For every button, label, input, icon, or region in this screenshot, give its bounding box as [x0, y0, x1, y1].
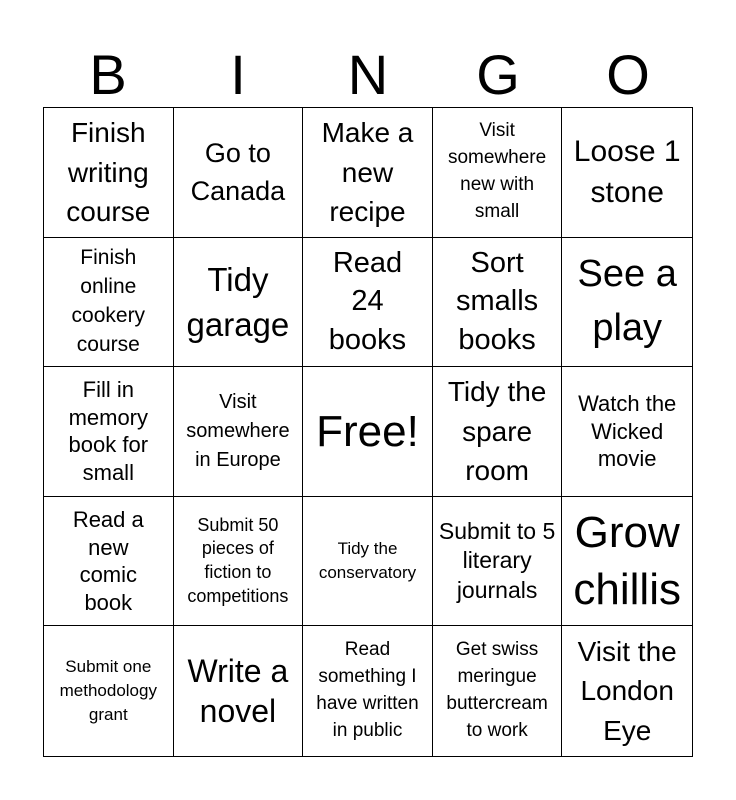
cell-text: Fill in memory book for small	[68, 377, 149, 485]
bingo-cell[interactable]	[303, 626, 433, 756]
cell-text: Finish writing course	[66, 117, 151, 228]
bingo-cell[interactable]	[44, 497, 174, 627]
bingo-card	[43, 107, 693, 757]
cell-text: Tidy the spare room	[447, 376, 547, 487]
bingo-cell[interactable]	[562, 367, 692, 497]
header-letter-g: G	[476, 43, 520, 106]
cell-text: Visit somewhere new with small	[447, 120, 547, 223]
cell-text: Visit the London Eye	[577, 635, 677, 746]
bingo-cell[interactable]	[433, 108, 563, 238]
cell-text: Read something I have written in public	[316, 639, 419, 742]
bingo-header	[43, 42, 693, 108]
cell-text: Watch the Wicked movie	[578, 391, 677, 472]
cell-text: Free!	[316, 406, 419, 456]
bingo-cell[interactable]	[174, 626, 304, 756]
cell-text: Visit somewhere in Europe	[186, 390, 290, 471]
bingo-cell[interactable]	[44, 238, 174, 368]
bingo-cell[interactable]	[562, 497, 692, 627]
bingo-cell[interactable]	[44, 626, 174, 756]
bingo-cell[interactable]	[174, 108, 304, 238]
bingo-cell[interactable]	[562, 238, 692, 368]
bingo-cell[interactable]	[174, 238, 304, 368]
cell-text: Sort smalls books	[456, 246, 539, 357]
cell-text: Grow chillis	[573, 507, 681, 615]
bingo-cell[interactable]	[433, 497, 563, 627]
cell-text: Tidy garage	[186, 260, 290, 343]
bingo-cell[interactable]	[562, 108, 692, 238]
cell-text: Get swiss meringue buttercream to work	[446, 639, 548, 742]
cell-text: See a play	[577, 252, 677, 349]
cell-text: Submit to 5 literary journals	[438, 517, 556, 603]
bingo-cell[interactable]	[433, 367, 563, 497]
cell-text: Tidy the conservatory	[318, 538, 417, 583]
bingo-cell[interactable]	[174, 497, 304, 627]
header-letter-o: O	[606, 43, 650, 106]
cell-text: Read a new comic book	[72, 507, 144, 615]
bingo-cell[interactable]	[303, 367, 433, 497]
bingo-cell[interactable]	[174, 367, 304, 497]
bingo-cell[interactable]	[303, 497, 433, 627]
bingo-cell[interactable]	[562, 626, 692, 756]
cell-text: Submit one methodology grant	[59, 657, 157, 725]
cell-text: Finish online cookery course	[71, 245, 146, 356]
cell-text: Submit 50 pieces of fiction to competitions	[187, 514, 289, 606]
header-letter-i: I	[230, 43, 246, 106]
cell-text: Go to Canada	[190, 137, 286, 207]
header-letter-b: B	[89, 43, 127, 106]
bingo-cell[interactable]	[433, 238, 563, 368]
bingo-cell[interactable]	[433, 626, 563, 756]
cell-text: Loose 1 stone	[573, 135, 681, 210]
cell-text: Make a new recipe	[321, 117, 414, 228]
cell-text: Write a novel	[187, 653, 289, 730]
bingo-cell[interactable]	[44, 367, 174, 497]
bingo-cell[interactable]	[303, 108, 433, 238]
cell-text: Read 24 books	[328, 246, 407, 357]
bingo-cell[interactable]	[303, 238, 433, 368]
header-letter-n: N	[347, 43, 389, 106]
bingo-cell[interactable]	[44, 108, 174, 238]
